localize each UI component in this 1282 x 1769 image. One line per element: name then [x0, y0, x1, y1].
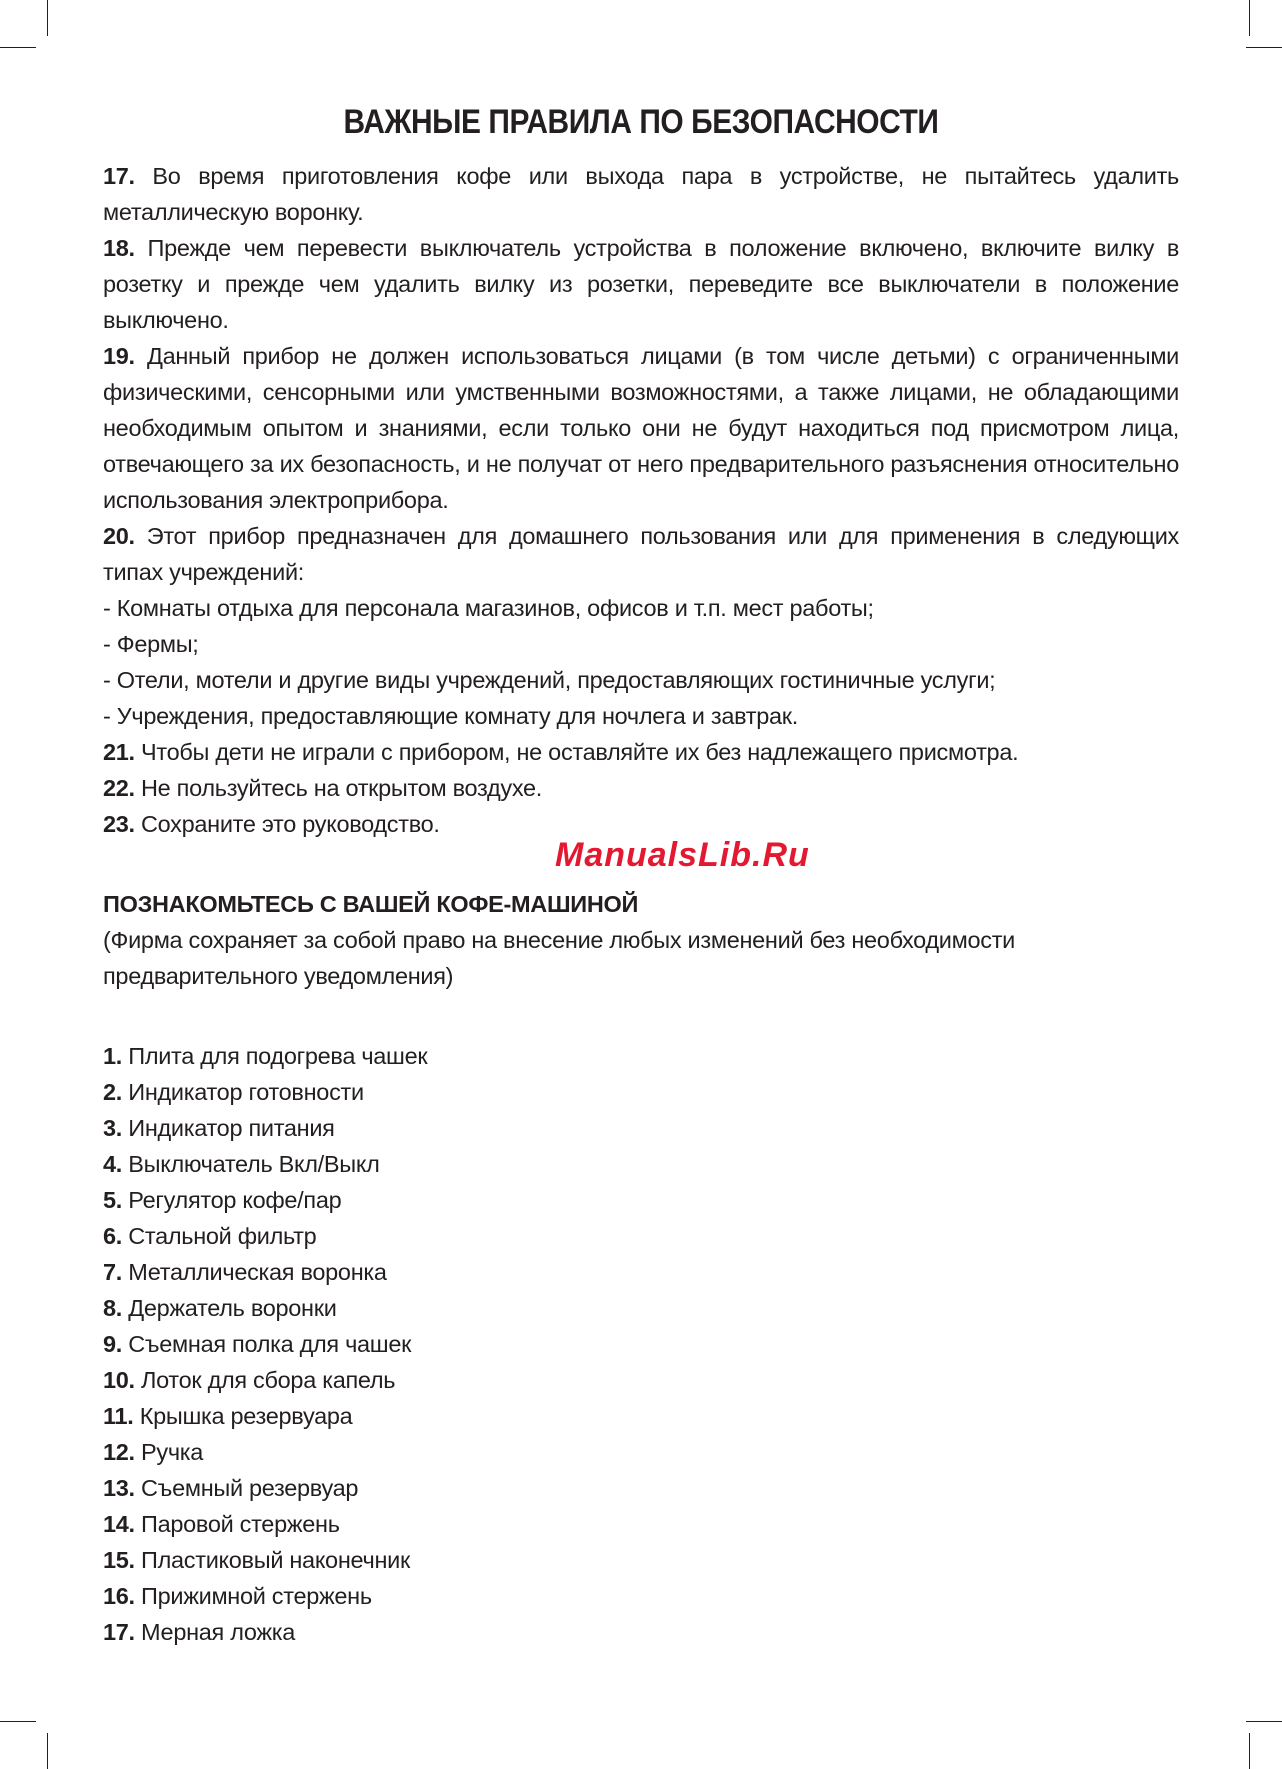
establishment-list	[103, 590, 1179, 734]
rule-item	[103, 734, 1179, 770]
document-body	[103, 158, 1179, 1650]
part-item	[103, 1218, 1179, 1254]
rule-item-text: Данный прибор не должен использоваться лицами (в том числе детьми) с ограниченными физическими, сенсорными или умственными возможностями, а также лицами, не обладающими необходимым опытом и знаниями, если только они не будут находиться под присмотром лица, отвечающего за их безопасность, и не получат от него предварительного разъяснения относительно использования электроприбора.	[103, 343, 1179, 513]
safety-rules-end	[103, 734, 1179, 842]
rule-item-text: Не пользуйтесь на открытом воздухе.	[134, 775, 543, 801]
part-item-number: 10.	[103, 1367, 135, 1393]
part-item	[103, 1506, 1179, 1542]
part-item	[103, 1074, 1179, 1110]
part-item-number: 5.	[103, 1187, 122, 1213]
part-item-text: Съемная полка для чашек	[122, 1331, 412, 1357]
part-item-text: Металлическая воронка	[122, 1259, 387, 1285]
establishment-item: - Учреждения, предоставляющие комнату для ночлега и завтрак.	[103, 703, 798, 729]
crop-mark	[47, 0, 48, 36]
part-item-text: Регулятор кофе/пар	[122, 1187, 342, 1213]
rule-item-number: 18.	[103, 235, 135, 261]
crop-mark	[47, 1733, 48, 1769]
part-item-number: 1.	[103, 1043, 122, 1069]
rule-item-number: 20.	[103, 523, 135, 549]
crop-mark	[0, 47, 36, 48]
part-item-number: 16.	[103, 1583, 135, 1609]
part-item	[103, 1434, 1179, 1470]
rule-item	[103, 338, 1179, 518]
establishment-item: - Отели, мотели и другие виды учреждений, предоставляющих гостиничные услуги;	[103, 667, 996, 693]
rule-item-text: Этот прибор предназначен для домашнего пользования или для применения в следующих типах учреждений:	[103, 523, 1179, 585]
rule-item-text: Чтобы дети не играли с прибором, не оставляйте их без надлежащего присмотра.	[134, 739, 1019, 765]
part-item-text: Выключатель Вкл/Выкл	[122, 1151, 380, 1177]
part-item-number: 11.	[103, 1403, 134, 1429]
part-item-text: Стальной фильтр	[122, 1223, 317, 1249]
watermark-logo: ManualsLib.Ru	[555, 836, 810, 874]
part-item	[103, 1578, 1179, 1614]
part-item	[103, 1146, 1179, 1182]
part-item-text: Крышка резервуара	[133, 1403, 353, 1429]
part-item-text: Индикатор готовности	[122, 1079, 364, 1105]
part-item-number: 3.	[103, 1115, 122, 1141]
part-item-number: 13.	[103, 1475, 135, 1501]
rule-item	[103, 518, 1179, 590]
rule-item	[103, 158, 1179, 230]
part-item-text: Съемный резервуар	[134, 1475, 359, 1501]
rule-item-text: Прежде чем перевести выключатель устройства в положение включено, включите вилку в розетку и прежде чем удалить вилку из розетки, переведите все выключатели в положение выключено.	[103, 235, 1179, 333]
crop-mark	[0, 1721, 36, 1722]
rule-item	[103, 230, 1179, 338]
establishment-item: - Комнаты отдыха для персонала магазинов, офисов и т.п. мест работы;	[103, 595, 874, 621]
part-item-number: 14.	[103, 1511, 135, 1537]
part-item-number: 7.	[103, 1259, 122, 1285]
part-item	[103, 1398, 1179, 1434]
rule-item-number: 21.	[103, 739, 135, 765]
parts-list	[103, 1038, 1179, 1650]
part-item-number: 9.	[103, 1331, 122, 1357]
crop-mark	[1249, 1733, 1250, 1769]
part-item-number: 15.	[103, 1547, 135, 1573]
rule-item-text: Сохраните это руководство.	[134, 811, 440, 837]
rule-item	[103, 770, 1179, 806]
part-item-number: 4.	[103, 1151, 122, 1177]
rule-item-text: Во время приготовления кофе или выхода пара в устройстве, не пытайтесь удалить металлическую воронку.	[103, 163, 1179, 225]
part-item	[103, 1110, 1179, 1146]
part-item	[103, 1614, 1179, 1650]
part-item	[103, 1470, 1179, 1506]
rule-item-number: 19.	[103, 343, 135, 369]
part-item-text: Плита для подогрева чашек	[122, 1043, 428, 1069]
part-item-number: 2.	[103, 1079, 122, 1105]
part-item	[103, 1290, 1179, 1326]
part-item-number: 6.	[103, 1223, 122, 1249]
part-item-text: Ручка	[134, 1439, 204, 1465]
part-item	[103, 1038, 1179, 1074]
crop-mark	[1246, 1721, 1282, 1722]
page-title: ВАЖНЫЕ ПРАВИЛА ПО БЕЗОПАСНОСТИ	[343, 103, 939, 141]
part-item	[103, 1326, 1179, 1362]
part-item-number: 17.	[103, 1619, 135, 1645]
section-title: ПОЗНАКОМЬТЕСЬ С ВАШЕЙ КОФЕ-МАШИНОЙ	[103, 891, 639, 917]
rule-item-number: 22.	[103, 775, 135, 801]
part-item-number: 8.	[103, 1295, 122, 1321]
rule-item-number: 23.	[103, 811, 135, 837]
section-note: (Фирма сохраняет за собой право на внесение любых изменений без необходимости предварительного уведомления)	[103, 927, 1015, 989]
part-item-text: Мерная ложка	[134, 1619, 296, 1645]
part-item-text: Держатель воронки	[122, 1295, 337, 1321]
rule-item-number: 17.	[103, 163, 135, 189]
part-item	[103, 1254, 1179, 1290]
safety-rules	[103, 158, 1179, 590]
crop-mark	[1249, 0, 1250, 36]
crop-mark	[1246, 47, 1282, 48]
establishment-item: - Фермы;	[103, 631, 199, 657]
part-item	[103, 1362, 1179, 1398]
part-item-text: Паровой стержень	[134, 1511, 340, 1537]
part-item	[103, 1542, 1179, 1578]
part-item	[103, 1182, 1179, 1218]
part-item-number: 12.	[103, 1439, 135, 1465]
part-item-text: Лоток для сбора капель	[134, 1367, 396, 1393]
part-item-text: Прижимной стержень	[134, 1583, 372, 1609]
part-item-text: Индикатор питания	[122, 1115, 335, 1141]
part-item-text: Пластиковый наконечник	[134, 1547, 410, 1573]
